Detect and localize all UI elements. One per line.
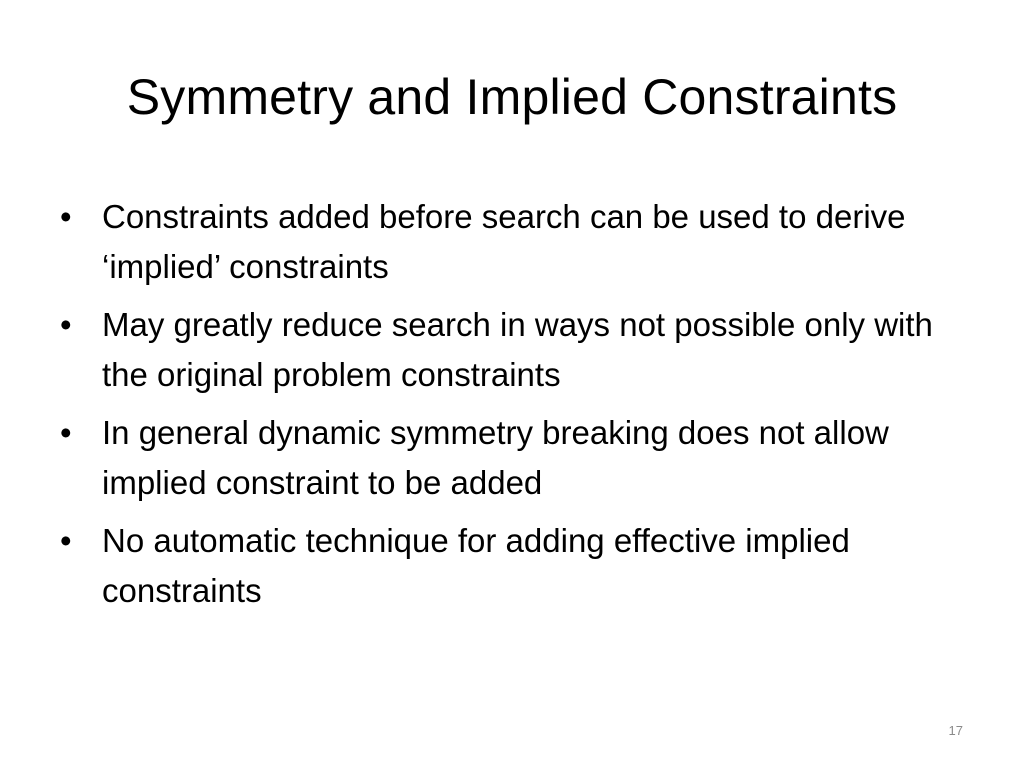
bullet-icon: •: [60, 414, 72, 451]
bullet-icon: •: [60, 306, 72, 343]
page-number: 17: [948, 723, 963, 738]
bullet-item: [60, 408, 960, 508]
bullet-icon: •: [60, 198, 72, 235]
bullet-item: [60, 192, 960, 292]
bullet-item: [60, 300, 960, 400]
slide-title: Symmetry and Implied Constraints: [126, 69, 898, 125]
bullet-text: No automatic technique for adding effective implied constraints: [102, 522, 850, 609]
bullet-text: May greatly reduce search in ways not possible only with the original problem constraints: [102, 306, 933, 393]
bullet-icon: •: [60, 522, 72, 559]
bullet-list: [60, 192, 960, 624]
bullet-text: Constraints added before search can be used to derive ‘implied’ constraints: [102, 198, 906, 285]
bullet-item: [60, 516, 960, 616]
bullet-text: In general dynamic symmetry breaking does not allow implied constraint to be added: [102, 414, 889, 501]
